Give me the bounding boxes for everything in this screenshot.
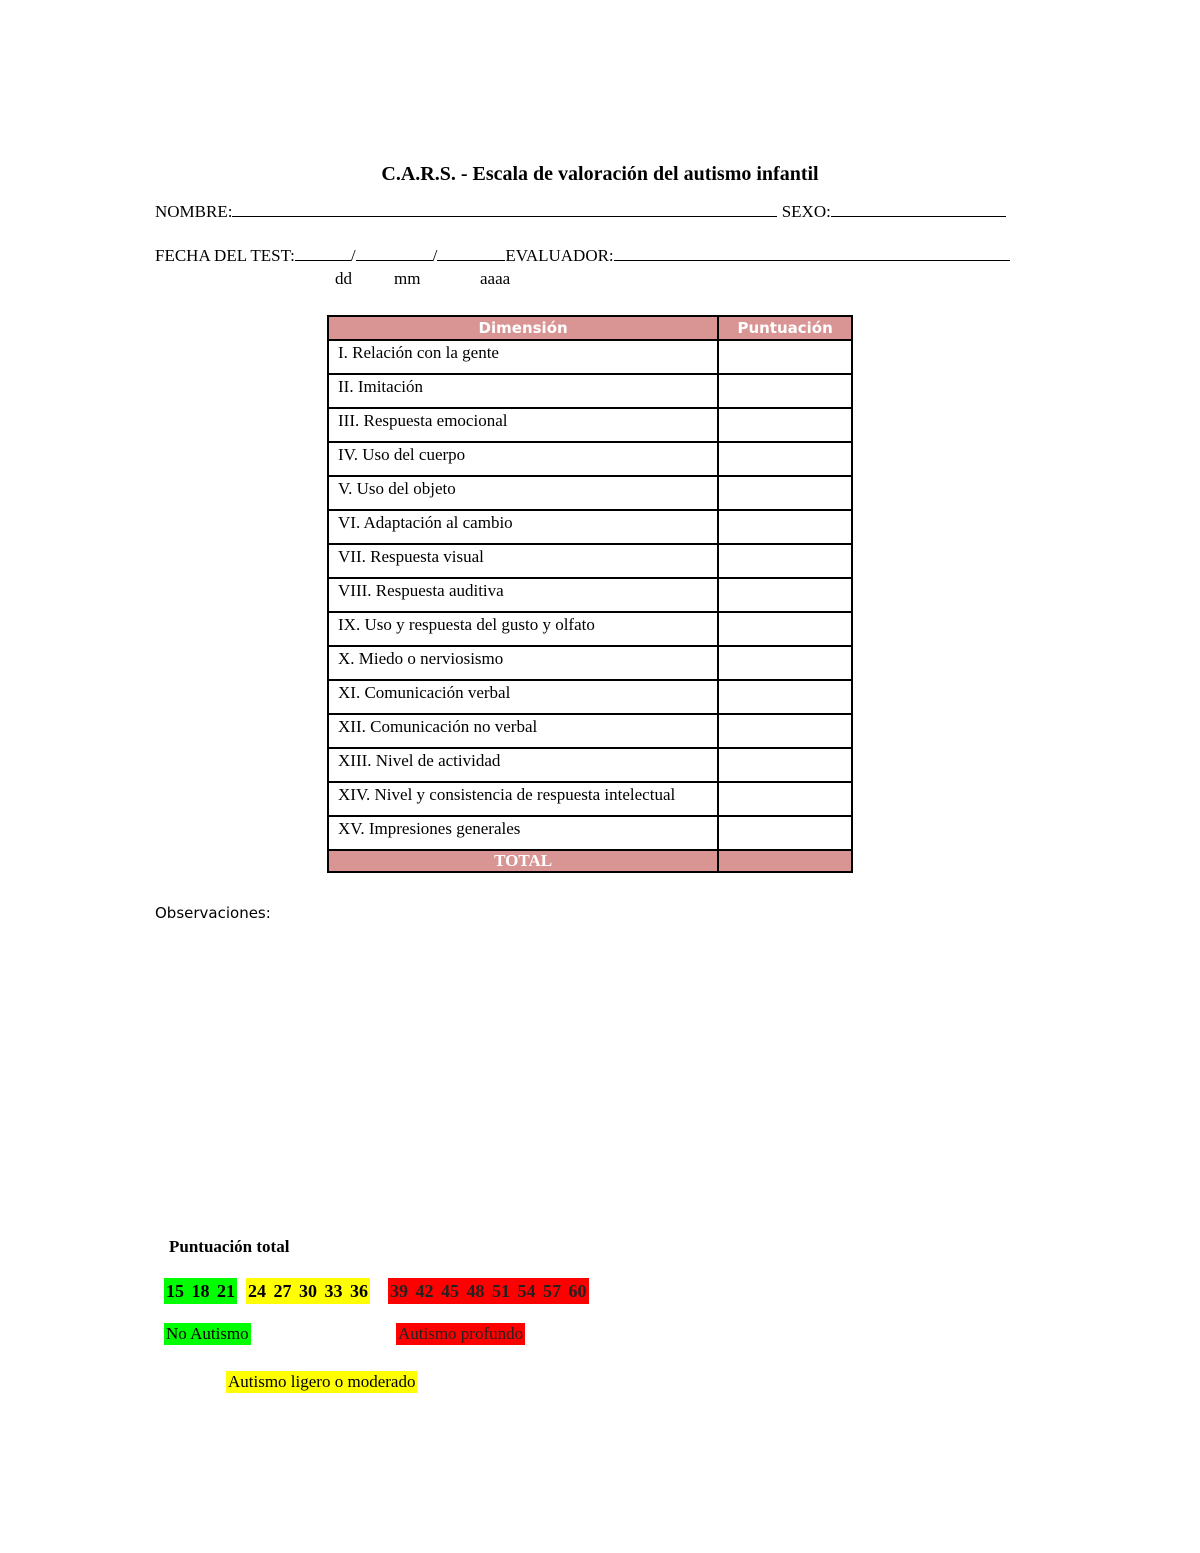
score-range-green: 15 18 21 (164, 1278, 237, 1304)
score-cell[interactable] (718, 510, 852, 544)
total-row (328, 850, 852, 872)
date-hint-aaaa: aaaa (480, 269, 511, 288)
score-cell[interactable] (718, 544, 852, 578)
table-row (328, 646, 852, 680)
table-header-row (328, 316, 852, 340)
nombre-label: NOMBRE: (155, 202, 233, 221)
fecha-line (155, 244, 1010, 266)
score-cell[interactable] (718, 476, 852, 510)
dimension-label: XIII. Nivel de actividad (328, 748, 718, 782)
date-hint-dd: dd (335, 269, 352, 288)
fecha-mm-field[interactable] (356, 244, 433, 261)
date-separator: / (350, 246, 356, 265)
dimensions-table (327, 315, 853, 873)
dimension-label: I. Relación con la gente (328, 340, 718, 374)
score-cell[interactable] (718, 816, 852, 850)
score-cell[interactable] (718, 680, 852, 714)
table-row (328, 782, 852, 816)
score-cell[interactable] (718, 408, 852, 442)
fecha-aaaa-field[interactable] (437, 244, 505, 261)
dimension-label: IV. Uso del cuerpo (328, 442, 718, 476)
dimension-label: VI. Adaptación al cambio (328, 510, 718, 544)
dimension-label: VIII. Respuesta auditiva (328, 578, 718, 612)
table-row (328, 816, 852, 850)
total-score-cell[interactable] (718, 850, 852, 872)
sexo-label: SEXO: (781, 202, 831, 221)
sexo-field[interactable] (831, 200, 1006, 217)
score-range-yellow: 24 27 30 33 36 (246, 1278, 370, 1304)
dimension-label: X. Miedo o nerviosismo (328, 646, 718, 680)
nombre-line (155, 200, 1006, 222)
dimension-label: XII. Comunicación no verbal (328, 714, 718, 748)
dimension-label: II. Imitación (328, 374, 718, 408)
scoring-title: Puntuación total (169, 1237, 290, 1256)
score-cell[interactable] (718, 578, 852, 612)
dimension-label: XV. Impresiones generales (328, 816, 718, 850)
score-cell[interactable] (718, 612, 852, 646)
dimension-label: IX. Uso y respuesta del gusto y olfato (328, 612, 718, 646)
score-cell[interactable] (718, 748, 852, 782)
dimension-label: V. Uso del objeto (328, 476, 718, 510)
fecha-label: FECHA DEL TEST: (155, 246, 295, 265)
table-row (328, 408, 852, 442)
observaciones-label: Observaciones: (155, 904, 271, 922)
score-range-red: 39 42 45 48 51 54 57 60 (388, 1278, 589, 1304)
no-autismo-label: No Autismo (166, 1324, 249, 1343)
table-row (328, 340, 852, 374)
fecha-dd-field[interactable] (295, 244, 351, 261)
table-row (328, 510, 852, 544)
evaluador-label: EVALUADOR: (505, 246, 614, 265)
table-row (328, 578, 852, 612)
score-cell[interactable] (718, 646, 852, 680)
autismo-ligero-label: Autismo ligero o moderado (228, 1372, 416, 1391)
header-score: Puntuación (718, 316, 852, 340)
score-cell[interactable] (718, 782, 852, 816)
table-row (328, 544, 852, 578)
score-cell[interactable] (718, 442, 852, 476)
table-row (328, 442, 852, 476)
total-label: TOTAL (328, 850, 718, 872)
table-row (328, 748, 852, 782)
table-row (328, 612, 852, 646)
dimension-label: XI. Comunicación verbal (328, 680, 718, 714)
document-title: C.A.R.S. - Escala de valoración del autismo infantil (381, 163, 819, 185)
table-row (328, 714, 852, 748)
date-hint-mm: mm (394, 269, 421, 288)
dimension-label: VII. Respuesta visual (328, 544, 718, 578)
table-row (328, 476, 852, 510)
score-cell[interactable] (718, 374, 852, 408)
dimension-label: XIV. Nivel y consistencia de respuesta intelectual (328, 782, 718, 816)
header-dimension: Dimensión (328, 316, 718, 340)
table-row (328, 680, 852, 714)
nombre-field[interactable] (232, 200, 777, 217)
score-cell[interactable] (718, 340, 852, 374)
evaluador-field[interactable] (614, 244, 1010, 261)
dimension-label: III. Respuesta emocional (328, 408, 718, 442)
autismo-profundo-label: Autismo profundo (398, 1324, 524, 1343)
score-cell[interactable] (718, 714, 852, 748)
table-row (328, 374, 852, 408)
date-separator: / (432, 246, 438, 265)
